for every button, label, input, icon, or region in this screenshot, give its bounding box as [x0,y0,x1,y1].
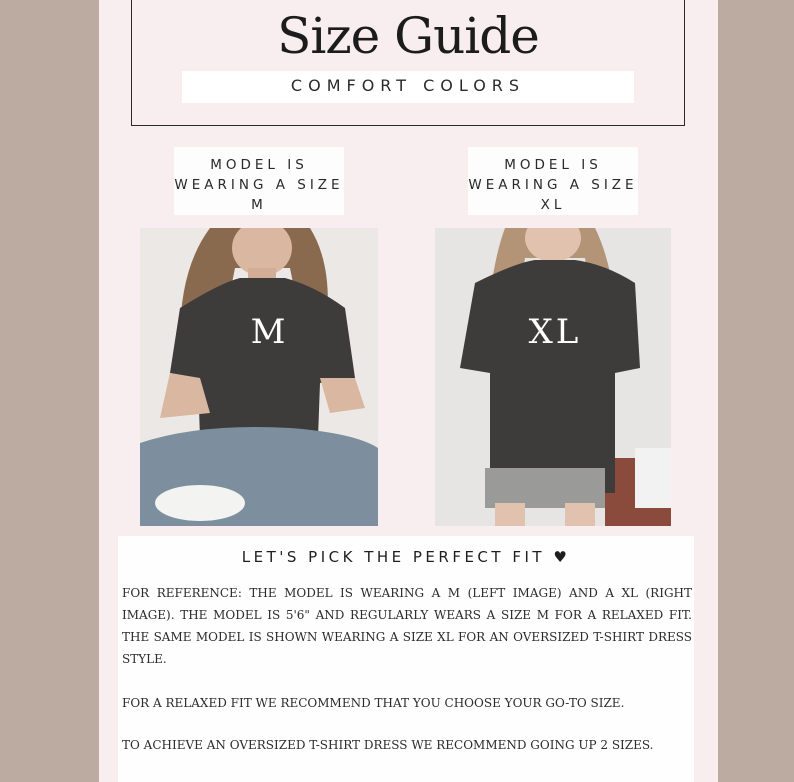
size-letter-xl: XL [528,312,582,352]
oversized-fit-paragraph: TO ACHIEVE AN OVERSIZED T-SHIRT DRESS WE RECOMMEND GOING UP 2 SIZES. [122,738,654,752]
reference-paragraph: FOR REFERENCE: THE MODEL IS WEARING A M (LEFT IMAGE) AND A XL (RIGHT IMAGE). THE MODEL IS 5'6" AND REGULARLY WEARS A SIZE M FOR A RELAXED FIT. THE SAME MODEL IS SHOWN WEARING A SIZE XL FOR AN OVERSIZED T-SHIRT DRESS STYLE. [122,586,692,666]
page-title: Size Guide [277,7,539,65]
fit-heading: LET'S PICK THE PERFECT FIT ♥ [241,548,571,566]
model-label-m: MODEL IS WEARING A SIZE M [174,147,344,215]
model-m-illustration [140,228,378,526]
subtitle-band [182,71,634,103]
model-photo-m [140,228,378,526]
brand-subtitle: COMFORT COLORS [290,76,526,95]
size-letter-m: M [250,312,286,352]
title-box [131,0,685,126]
relaxed-fit-paragraph: FOR A RELAXED FIT WE RECOMMEND THAT YOU CHOOSE YOUR GO-TO SIZE. [122,696,625,710]
model-label-xl: MODEL IS WEARING A SIZE XL [468,147,638,215]
model-photo-xl [435,228,671,526]
model-xl-illustration [435,228,671,526]
fit-info-card [118,536,694,782]
